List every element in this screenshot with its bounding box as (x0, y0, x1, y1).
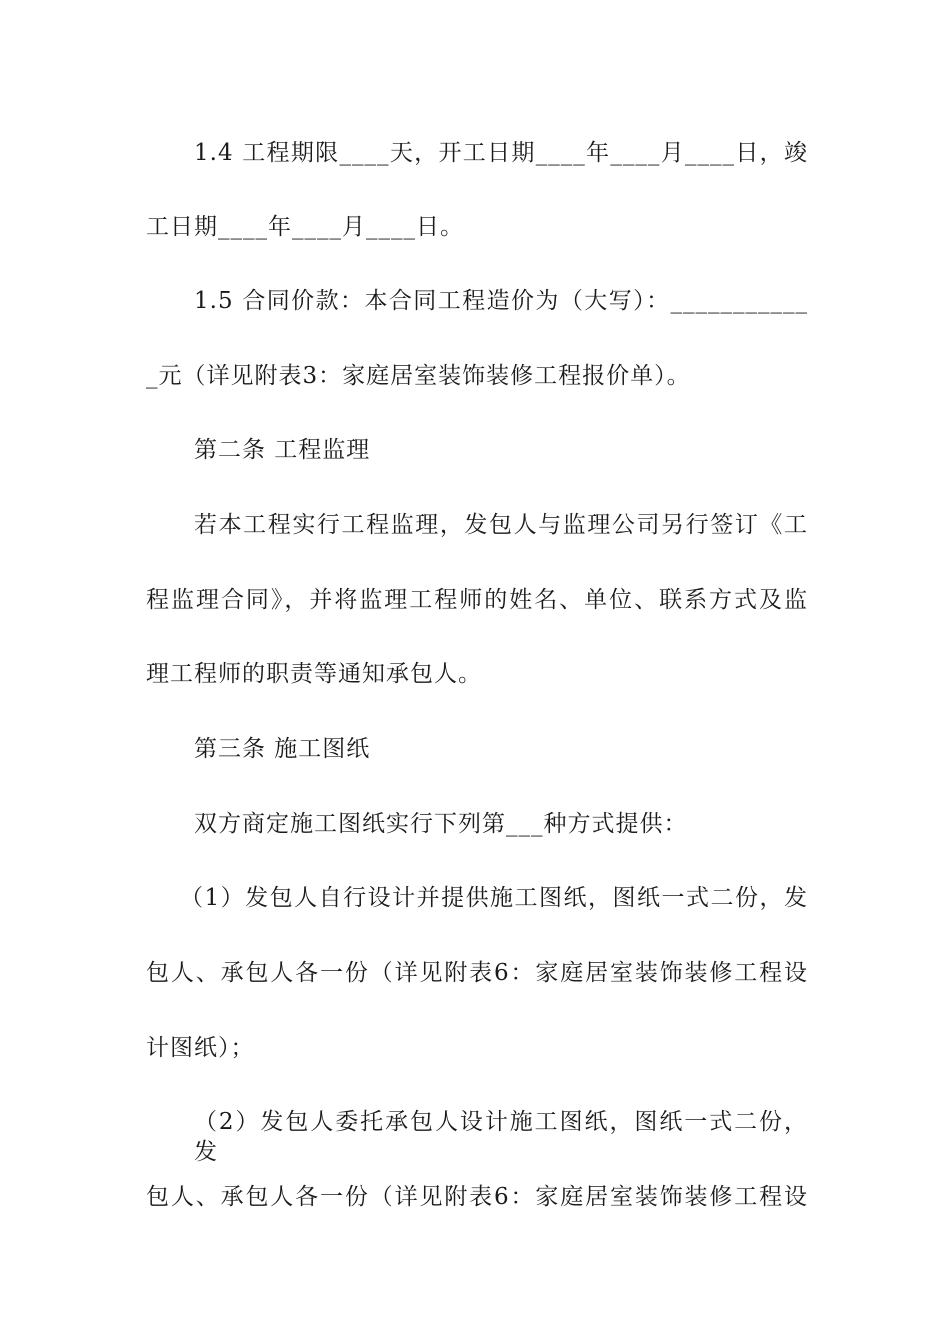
option-1-line-3: 计图纸）； (146, 1035, 255, 1061)
clause-1-4-line-1: 1.4 工程期限____天，开工日期____年____月____日，竣 (194, 140, 808, 166)
clause-1-5-line-2: _元（详见附表3：家庭居室装饰装修工程报价单）。 (146, 363, 691, 389)
option-1-line-1: （1）发包人自行设计并提供施工图纸，图纸一式二份，发 (180, 885, 808, 911)
article-2-heading: 第二条 工程监理 (194, 437, 371, 463)
option-2-line-2: 包人、承包人各一份（详见附表6：家庭居室装饰装修工程设 (146, 1184, 808, 1210)
article-2-para-line-2: 程监理合同》，并将监理工程师的姓名、单位、联系方式及监 (146, 587, 808, 613)
option-1-line-2: 包人、承包人各一份（详见附表6：家庭居室装饰装修工程设 (146, 960, 808, 986)
clause-1-4-line-2: 工日期____年____月____日。 (146, 214, 464, 240)
article-2-para-line-1: 若本工程实行工程监理，发包人与监理公司另行签订《工 (194, 512, 808, 538)
option-2-line-1: （2）发包人委托承包人设计施工图纸，图纸一式二份，发 (194, 1109, 808, 1165)
article-3-heading: 第三条 施工图纸 (194, 736, 371, 762)
article-2-para-line-3: 理工程师的职责等通知承包人。 (146, 661, 482, 687)
clause-1-5-line-1: 1.5 合同价款：本合同工程造价为（大写）：___________ (194, 288, 808, 314)
article-3-intro: 双方商定施工图纸实行下列第___种方式提供： (194, 811, 688, 837)
